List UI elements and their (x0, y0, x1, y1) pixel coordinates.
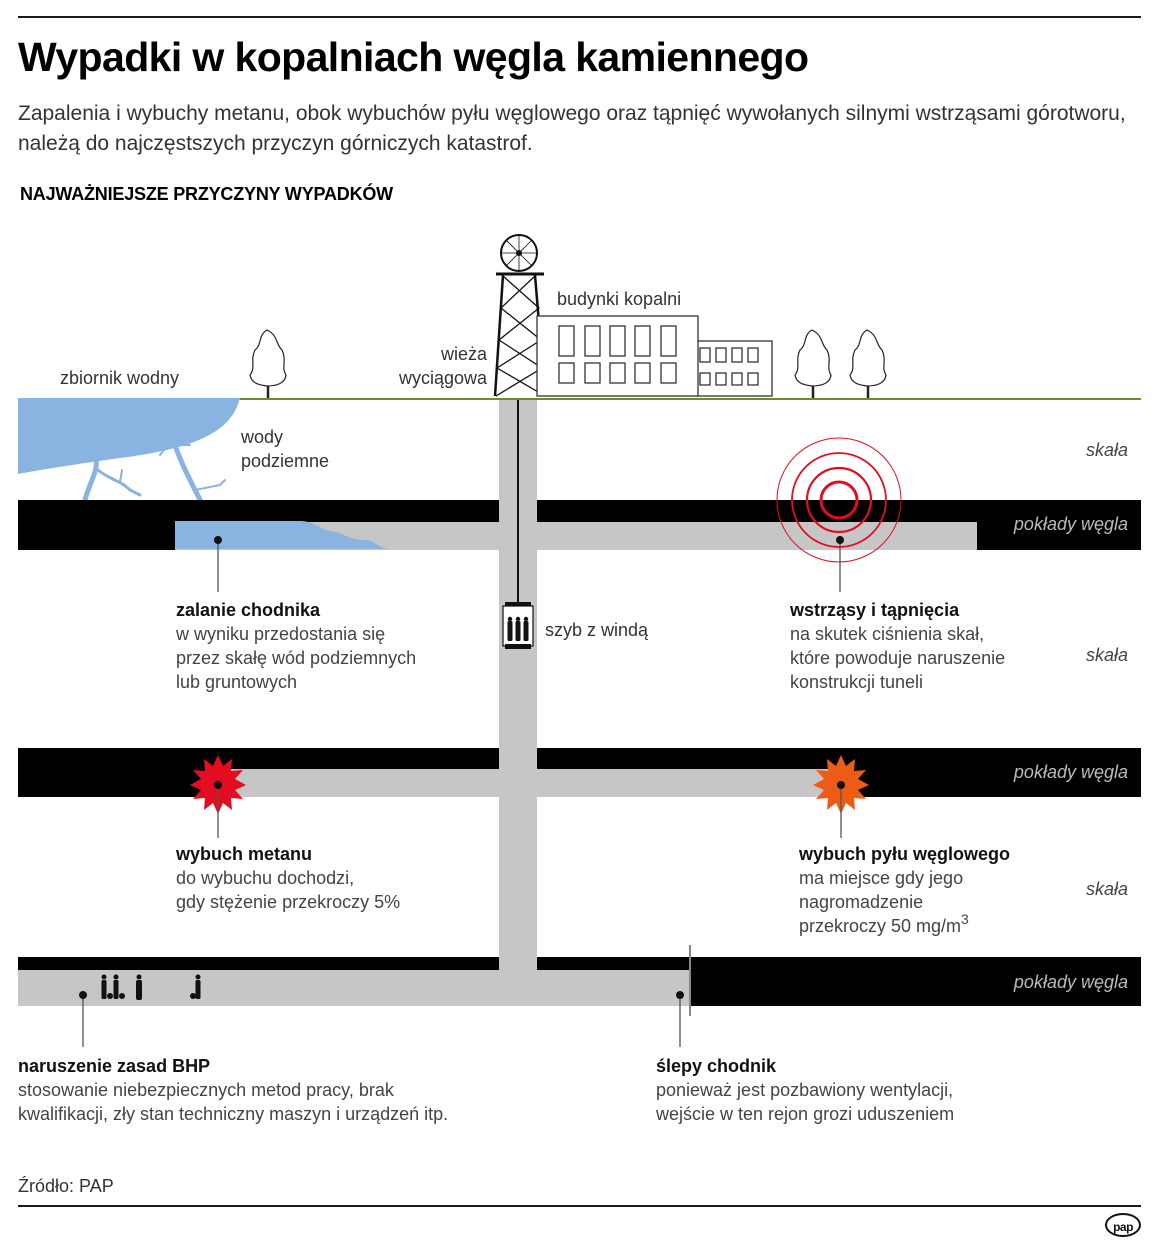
label-shaft: szyb z windą (545, 620, 649, 640)
cause-title: ślepy chodnik (656, 1056, 777, 1076)
label-groundwater-1: wody (241, 427, 284, 447)
mine-buildings-icon (537, 316, 772, 396)
cause-title: wybuch metanu (176, 844, 313, 864)
cause-line: stosowanie niebezpiecznych metod pracy, brak (18, 1080, 394, 1100)
label-coal-1: pokłady węgla (1013, 514, 1128, 534)
cause-line: wejście w ten rejon grozi uduszeniem (656, 1104, 955, 1124)
cause-title: wstrząsy i tąpnięcia (790, 600, 960, 620)
cause-safety (18, 1056, 448, 1124)
tree-icon (850, 330, 886, 398)
tree-icon (250, 330, 286, 398)
label-groundwater-2: podziemne (241, 451, 330, 471)
cause-line: w wyniku przedostania się (176, 624, 386, 644)
superscript: 3 (961, 911, 969, 927)
cause-title: zalanie chodnika (176, 600, 321, 620)
label-rock-2: skała (1085, 645, 1128, 665)
cause-dead-end (655, 1056, 954, 1124)
cause-line: ponieważ jest pozbawiony wentylacji, (656, 1080, 954, 1100)
cause-line: na skutek ciśnienia skał, (790, 624, 985, 644)
cause-line: gdy stężenie przekroczy 5% (176, 892, 401, 912)
bottom-rule (18, 1205, 1141, 1207)
subtitle: Zapalenia i wybuchy metanu, obok wybuchów pyłu węglowego oraz tąpnięć wywołanych silnymi wstrząsami górotworu, należą do najczęstszych przyczyn górniczych katastrof. (18, 102, 1126, 155)
cause-tremors (789, 600, 1005, 692)
label-rock-1: skała (1085, 440, 1128, 460)
cause-line: przekroczy 50 mg/m (799, 916, 962, 936)
elevator-icon (503, 602, 533, 649)
cause-line: nagromadzenie (799, 892, 924, 912)
tunnel-level-3 (18, 970, 690, 1006)
cause-coal-dust (798, 844, 1010, 936)
source-note: Źródło: PAP (18, 1176, 114, 1196)
label-tower-2: wyciągowa (398, 368, 487, 388)
label-rock-3: skała (1085, 879, 1128, 899)
cause-title: naruszenie zasad BHP (18, 1056, 211, 1076)
cause-line: ma miejsce gdy jego (799, 868, 964, 888)
cause-line: kwalifikacji, zły stan techniczny maszyn i urządzeń itp. (18, 1104, 449, 1124)
cause-methane (175, 844, 400, 912)
label-coal-3: pokłady węgla (1013, 972, 1128, 992)
label-buildings: budynki kopalni (557, 289, 682, 309)
label-water-reservoir: zbiornik wodny (60, 368, 180, 388)
cause-line: które powoduje naruszenie (790, 648, 1006, 668)
cause-line: lub gruntowych (176, 672, 298, 692)
label-tower-1: wieża (440, 344, 487, 364)
pap-logo: pap (1105, 1213, 1141, 1237)
tree-icon (795, 330, 831, 398)
cause-title: wybuch pyłu węglowego (799, 844, 1011, 864)
top-rule (18, 16, 1141, 18)
cause-line: konstrukcji tuneli (790, 672, 924, 692)
cause-line: przez skałę wód podziemnych (176, 648, 417, 668)
section-title: NAJWAŻNIEJSZE PRZYCZYNY WYPADKÓW (20, 184, 393, 204)
label-coal-2: pokłady węgla (1013, 762, 1128, 782)
mine-diagram (0, 220, 1160, 1140)
page-title: Wypadki w kopalniach węgla kamiennego (18, 34, 809, 80)
cause-line-with-unit (799, 911, 969, 936)
water-reservoir (18, 398, 240, 474)
cause-line: do wybuchu dochodzi, (176, 868, 355, 888)
cause-flooding (175, 600, 416, 692)
